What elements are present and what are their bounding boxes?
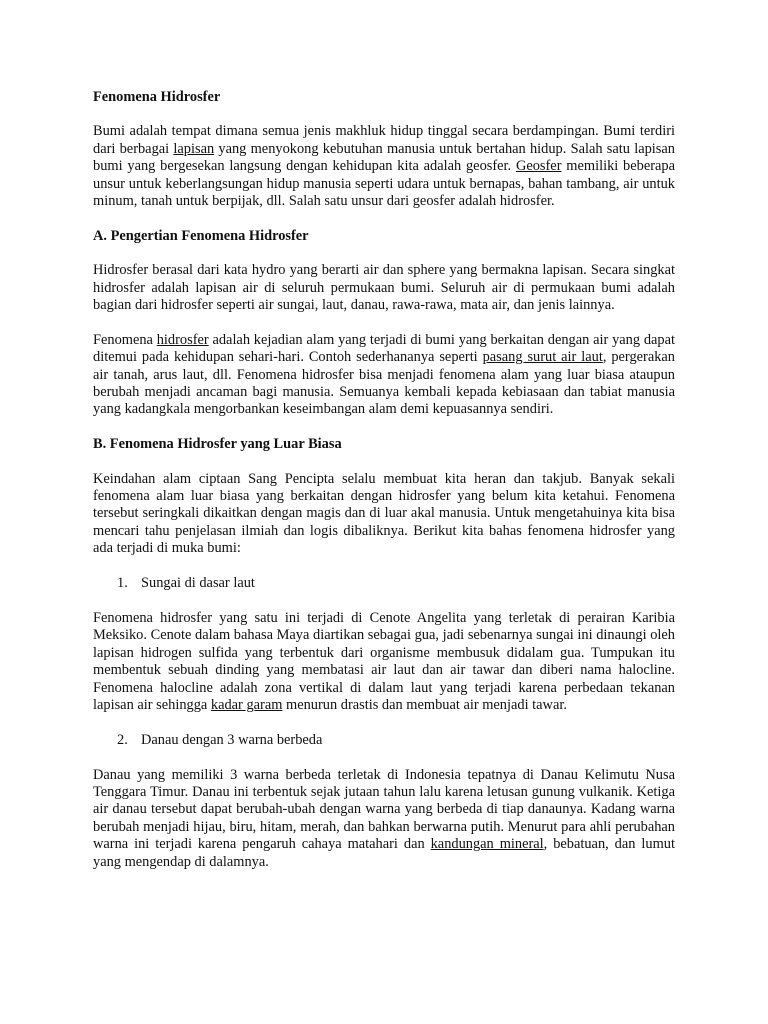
- section-b-paragraph-2: [93, 610, 675, 714]
- intro-paragraph: [93, 123, 675, 210]
- link-hidrosfer[interactable]: hidrosfer: [156, 331, 209, 348]
- section-a-p2-text-3: , pergerakan air tanah, arus laut, dll. Fenomena hidrosfer bisa menjadi fenomena alam yang luar biasa ataupun berubah menjadi ancaman bagi manusia. Semuanya kembali kepada kebiasaan dan tabiat manusia yang kadangkala mengorbankan keseimbangan alam demi kepuasannya sendiri.: [93, 349, 675, 418]
- intro-text-2: yang menyokong kebutuhan manusia untuk bertahan hidup. Salah satu lapisan bumi yang bergesekan langsung dengan kehidupan kita adalah geosfer.: [93, 140, 675, 175]
- list-item-2-label: Danau dengan 3 warna berbeda: [141, 731, 323, 748]
- link-kandungan-mineral[interactable]: kandungan mineral: [430, 836, 544, 853]
- list-item-1-number: 1.: [117, 575, 128, 592]
- intro-text-3: memiliki beberapa unsur untuk keberlangsungan hidup manusia seperti udara untuk bernapas, bahan tambang, air untuk minum, tanah untuk berpijak, dll. Salah satu unsur dari geosfer adalah hidrosfer.: [93, 158, 675, 210]
- document-title: Fenomena Hidrosfer: [93, 89, 221, 105]
- link-geosfer[interactable]: Geosfer: [515, 158, 562, 175]
- list-item-1: [93, 575, 675, 592]
- section-a-p2-text-2: adalah kejadian alam yang terjadi di bumi yang berkaitan dengan air yang dapat ditemui pada kehidupan sehari-hari. Contoh sederhananya seperti: [93, 331, 675, 366]
- section-a-paragraph-1: Hidrosfer berasal dari kata hydro yang berarti air dan sphere yang bermakna lapisan. Secara singkat hidrosfer adalah lapisan air di seluruh permukaan bumi. Seluruh air di permukaan bumi adalah bagian dari hidrosfer seperti air sungai, laut, danau, rawa-rawa, mata air, dan jenis lainnya.: [93, 262, 675, 314]
- link-kadar-garam[interactable]: kadar garam: [210, 696, 283, 713]
- list-item-2: [93, 732, 675, 749]
- section-a-paragraph-2: [93, 332, 675, 419]
- section-b-heading: B. Fenomena Hidrosfer yang Luar Biasa: [93, 436, 342, 453]
- section-b-paragraph-1: Keindahan alam ciptaan Sang Pencipta selalu membuat kita heran dan takjub. Banyak sekali fenomena alam luar biasa yang berkaitan dengan hidrosfer yang belum kita ketahui. Fenomena tersebut seringkali dikaitkan dengan magis dan di luar akal manusia. Untuk mengetahuinya kita bisa mencari tahu penjelasan ilmiah dan logis dibaliknya. Berikut kita bahas fenomena hidrosfer yang ada terjadi di muka bumi:: [93, 470, 675, 557]
- section-b-paragraph-3: [93, 767, 675, 871]
- section-b-p3-text-1: Danau yang memiliki 3 warna berbeda terletak di Indonesia tepatnya di Danau Kelimutu Nusa Tenggara Timur. Danau ini terbentuk sejak jutaan tahun lalu karena letusan gunung vulkanik. Ketiga air danau tersebut dapat berubah-ubah dengan warna yang berbeda di tiap danaunya. Kadang warna berubah menjadi hijau, biru, hitam, merah, dan bahkan berwarna putih. Menurut para ahli perubahan warna ini terjadi karena pengaruh cahaya matahari dan: [93, 766, 675, 853]
- section-b-p2-text-2: menurun drastis dan membuat air menjadi tawar.: [282, 696, 567, 713]
- section-b-p2-text-1: Fenomena hidrosfer yang satu ini terjadi di Cenote Angelita yang terletak di perairan Karibia Meksiko. Cenote dalam bahasa Maya diartikan sebagai gua, jadi sebenarnya sungai ini dinaungi oleh lapisan hidrogen sulfida yang terbentuk dari organisme membusuk didalam gua. Tumpukan itu membentuk sebuah dinding yang membatasi air laut dan air tawar dan diberi nama halocline. Fenomena halocline adalah zona vertikal di dalam laut yang terjadi karena perbedaan tekanan lapisan air sehingga: [93, 609, 675, 713]
- intro-text-1: Bumi adalah tempat dimana semua jenis makhluk hidup tinggal secara berdampingan. Bumi terdiri dari berbagai: [93, 123, 675, 157]
- section-b-p3-text-2: , bebatuan, dan lumut yang mengendap di dalamnya.: [93, 836, 675, 870]
- link-lapisan[interactable]: lapisan: [173, 140, 215, 157]
- list-item-1-label: Sungai di dasar laut: [141, 575, 255, 592]
- link-pasang-surut-air-laut[interactable]: pasang surut air laut: [482, 349, 603, 366]
- section-a-heading: A. Pengertian Fenomena Hidrosfer: [93, 227, 309, 244]
- list-item-2-number: 2.: [117, 731, 128, 748]
- section-a-p2-text-1: Fenomena: [93, 331, 157, 348]
